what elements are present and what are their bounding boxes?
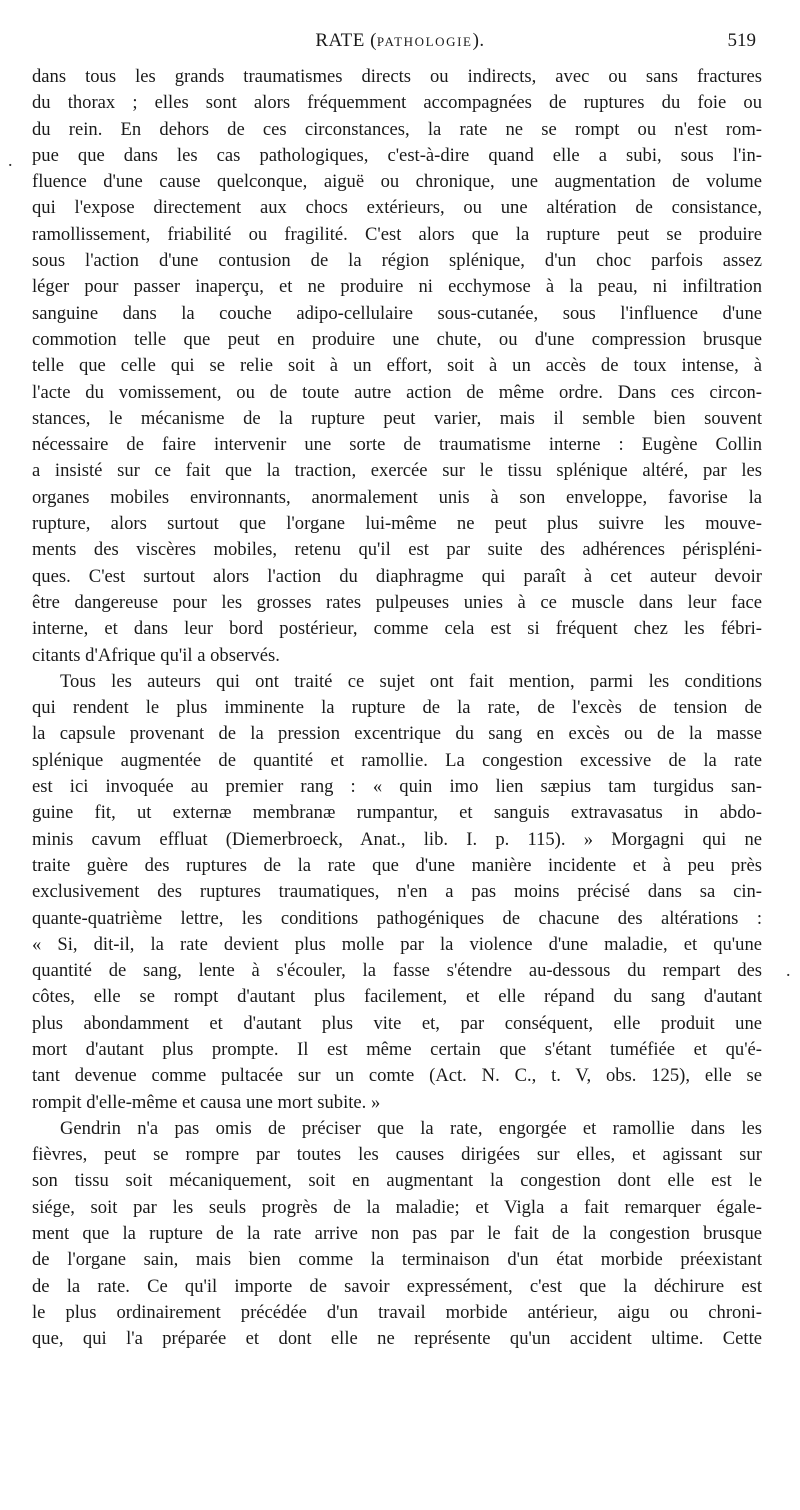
text-line: l'acte du vomissement, ou de toute autre action de même ordre. Dans ces circon-	[32, 381, 762, 403]
margin-mark: .	[786, 960, 791, 980]
page-number: 519	[727, 30, 756, 51]
text-line: minis cavum effluat (Diemerbroeck, Anat., lib. I. p. 115). » Morgagni qui ne	[32, 828, 762, 850]
text-line: sous l'action d'une contusion de la région splénique, d'un choc parfois assez	[32, 250, 762, 272]
text-line: tant devenue comme pultacée sur un comte (Act. N. C., t. V, obs. 125), elle se	[32, 1065, 762, 1087]
running-title-main: RATE (	[315, 30, 377, 51]
body-text	[32, 64, 762, 1353]
text-line: a insisté sur ce fait que la traction, exercée sur le tissu splénique altéré, par les	[32, 460, 762, 482]
running-title-end: ).	[472, 30, 485, 51]
text-line: interne, et dans leur bord postérieur, comme cela est si fréquent chez les fébri-	[32, 618, 762, 640]
text-line: qui rendent le plus imminente la rupture de la rate, de l'excès de tension de	[32, 697, 762, 719]
text-line: être dangereuse pour les grosses rates pulpeuses unies à ce muscle dans leur face	[32, 591, 762, 613]
text-line: nécessaire de faire intervenir une sorte de traumatisme interne : Eugène Collin	[32, 434, 762, 456]
text-line: « Si, dit-il, la rate devient plus molle par la violence d'une maladie, et qu'une	[32, 933, 762, 955]
text-line: exclusivement des ruptures traumatiques, n'en a pas moins précisé dans sa cin-	[32, 881, 762, 903]
text-line: ment que la rupture de la rate arrive non pas par le fait de la congestion brusque	[32, 1223, 762, 1245]
text-line: son tissu soit mécaniquement, soit en augmentant la congestion dont elle est le	[32, 1170, 762, 1192]
text-line: le plus ordinairement précédée d'un travail morbide antérieur, aigu ou chroni-	[32, 1301, 762, 1323]
text-line: léger pour passer inaperçu, et ne produire ni ecchymose à la peau, ni infiltration	[32, 276, 762, 298]
running-header	[0, 30, 800, 60]
text-line: telle que celle qui se relie soit à un effort, soit à un accès de toux intense, à	[32, 355, 762, 377]
text-line: rupture, alors surtout que l'organe lui-même ne peut plus suivre les mouve-	[32, 513, 762, 535]
margin-mark: .	[8, 150, 13, 170]
text-line: du rein. En dehors de ces circonstances, la rate ne se rompt ou n'est rom-	[32, 118, 762, 140]
text-line: côtes, elle se rompt d'autant plus facilement, et elle répand du sang d'autant	[32, 986, 762, 1008]
text-line: ments des viscères mobiles, retenu qu'il est par suite des adhérences périspléni-	[32, 539, 762, 561]
text-line: pue que dans les cas pathologiques, c'est-à-dire quand elle a subi, sous l'in-	[32, 144, 762, 166]
text-line: Tous les auteurs qui ont traité ce sujet ont fait mention, parmi les conditions	[60, 670, 762, 692]
text-line: fluence d'une cause quelconque, aiguë ou chronique, une augmentation de volume	[32, 171, 762, 193]
text-line: qui l'expose directement aux chocs extérieurs, ou une altération de consistance,	[32, 197, 762, 219]
text-line: de la rate. Ce qu'il importe de savoir expressément, c'est que la déchirure est	[32, 1275, 762, 1297]
text-line: stances, le mécanisme de la rupture peut varier, mais il semble bien souvent	[32, 407, 762, 429]
text-line: est ici invoquée au premier rang : « quin imo lien sæpius tam turgidus san-	[32, 776, 762, 798]
text-line: sanguine dans la couche adipo-cellulaire sous-cutanée, sous l'influence d'une	[32, 302, 762, 324]
running-title	[0, 30, 800, 52]
text-line: rompit d'elle-même et causa une mort subite. »	[32, 1091, 381, 1113]
text-line: guine fit, ut externæ membranæ rumpantur, et sanguis extravasatus in abdo-	[32, 802, 762, 824]
text-line: ques. C'est surtout alors l'action du diaphragme qui paraît à cet auteur devoir	[32, 565, 762, 587]
text-line: de l'organe sain, mais bien comme la terminaison d'un état morbide préexistant	[32, 1249, 762, 1271]
text-line: la capsule provenant de la pression excentrique du sang en excès ou de la masse	[32, 723, 762, 745]
text-line: mort d'autant plus prompte. Il est même certain que s'étant tuméfiée et qu'é-	[32, 1038, 762, 1060]
text-line: du thorax ; elles sont alors fréquemment accompagnées de ruptures du foie ou	[32, 92, 762, 114]
text-line: quantité de sang, lente à s'écouler, la fasse s'étendre au-dessous du rempart des	[32, 960, 762, 982]
text-line: dans tous les grands traumatismes directs ou indirects, avec ou sans fractures	[32, 66, 762, 87]
text-line: splénique augmentée de quantité et ramollie. La congestion excessive de la rate	[32, 749, 762, 771]
text-line: plus abondamment et d'autant plus vite et, par conséquent, elle produit une	[32, 1012, 762, 1034]
text-line: traite guère des ruptures de la rate que d'une manière incidente et à peu près	[32, 854, 762, 876]
running-title-small-caps: PATHOLOGIE	[376, 34, 473, 49]
text-line: fièvres, peut se rompre par toutes les causes dirigées sur elles, et agissant sur	[32, 1144, 762, 1166]
text-line: siége, soit par les seuls progrès de la maladie; et Vigla a fait remarquer égale-	[32, 1196, 762, 1218]
text-line: ramollissement, friabilité ou fragilité. C'est alors que la rupture peut se produire	[32, 223, 762, 245]
text-line: citants d'Afrique qu'il a observés.	[32, 644, 280, 666]
text-line: organes mobiles environnants, anormalement unis à son enveloppe, favorise la	[32, 486, 762, 508]
text-line: que, qui l'a préparée et dont elle ne représente qu'un accident ultime. Cette	[32, 1328, 762, 1350]
text-line: commotion telle que peut en produire une chute, ou d'une compression brusque	[32, 328, 762, 350]
text-line: Gendrin n'a pas omis de préciser que la rate, engorgée et ramollie dans les	[60, 1117, 762, 1139]
text-line: quante-quatrième lettre, les conditions pathogéniques de chacune des altérations :	[32, 907, 762, 929]
